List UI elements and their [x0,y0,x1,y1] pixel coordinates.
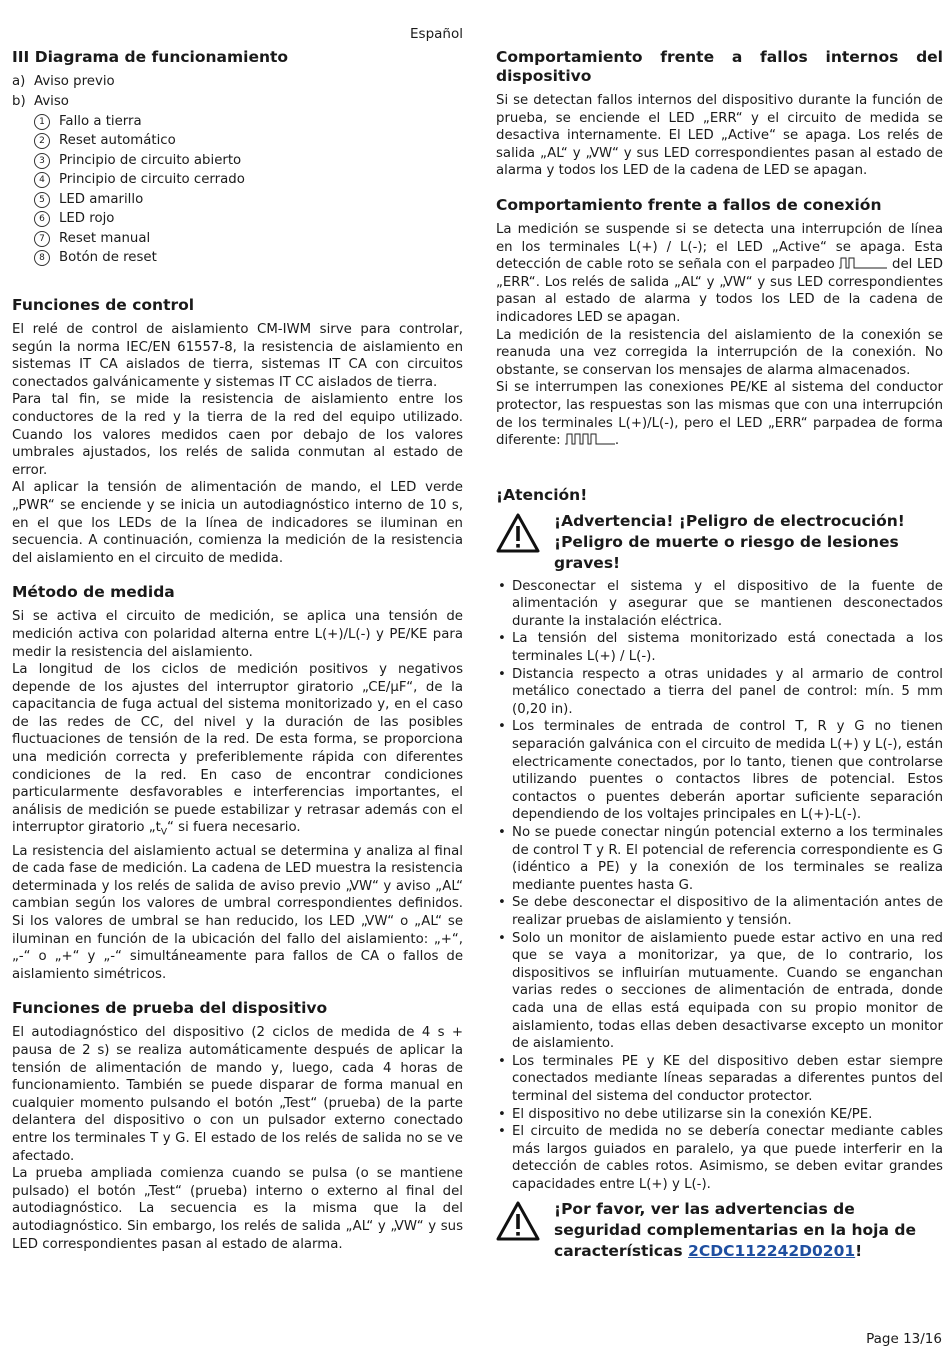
circled-number: 6 [34,211,50,227]
diagram-title: III Diagrama de funcionamiento [12,48,289,66]
item-text: Fallo a tierra [59,113,142,129]
section-title: Comportamiento frente a fallos de conexión [496,195,882,214]
blink-pattern-icon [839,257,887,269]
right-column [496,48,943,1266]
item-text: Aviso previo [34,74,115,89]
text-run: La medición se suspende si se detecta una interrupción de línea en los terminales L(+) / L(-); el LED „Active“ se apaga. Esta detección de cable roto se señala con el parpadeo [496,221,943,273]
connection-section [496,196,943,450]
paragraph [496,379,943,449]
item-text: Reset automático [59,133,176,149]
paragraph [496,221,943,327]
blink-pattern-icon [565,433,615,445]
item-text: LED rojo [59,211,115,227]
item-label: a) [12,74,26,89]
paragraph: El relé de control de aislamiento CM-IWM sirve para controlar, según la norma IEC/EN 61557-8, la resistencia de aislamiento en sistemas IT CA aislados de tierra, sistemas IT CA con circuitos conectados galvánicamente y sistemas IT CC aislados de tierra. [12,322,463,390]
list-item [34,249,463,269]
circled-number: 2 [34,133,50,149]
item-text: LED amarillo [59,191,144,207]
test-section [12,999,463,1253]
paragraph: La medición de la resistencia del aislamiento de la conexión se reanuda una vez corregida la interrupción de la conexión. No obstante, se conservan los mensajes de alarma almacenados. [496,327,943,378]
warning-triangle-icon [496,1201,540,1241]
diagram-section [12,48,463,268]
list-item [34,190,463,210]
item-text: Principio de circuito abierto [59,152,242,168]
warning-box [496,511,943,574]
paragraph: La resistencia del aislamiento actual se determina y analiza al final de cada fase de medición. La cadena de LED muestra la resistencia determinada y los relés de salida de aviso previo „VW“ y aviso „AL“ cambian según los valores de umbral correspondientes definidos. Si los valores de umbral se han reducido, los LED „VW“ o „AL“ se iluminan en función de la ubicación del fallo del aislamiento: „+“, „-“ o „+“ y „-“ simultáneamente para fallos de CA o fallos de aislamiento simétricos. [12,843,463,982]
list-item [34,171,463,191]
diagram-items [12,73,463,112]
text-run: . [614,433,620,449]
list-item: • El circuito de medida no se debería conectar mediante cables más largos guiados en paralelo, ya que puede interferir en la detección de cables rotos. Asimismo, se deben evitar grandes capacidades entre L(+) y L(-). [496,1123,943,1193]
list-item [34,210,463,230]
paragraph: El autodiagnóstico del dispositivo (2 ciclos de medida de 4 s + pausa de 2 s) se realiza automáticamente después de aplicar la tensión de alimentación de mando y, luego, cada 4 horas de funcionamiento. También se puede disparar de forma manual en cualquier momento pulsando el botón „Test“ (prueba) de la parte delantera del dispositivo o con un pulsador externo conectado entre los terminales T y G. El estado de los relés de salida no se ve afectado. [12,1025,463,1164]
paragraph: La prueba ampliada comienza cuando se pulsa (o se mantiene pulsado) el botón „Test“ (prueba) interno o externo al final del autodiagnóstico. La secuencia es la misma que la del autodiagnóstico. Sin embargo, los relés de salida „AL“ y „VW“ y sus LED correspondientes pasan al estado de alarma. [12,1166,463,1252]
circled-number: 3 [34,153,50,169]
text-run: La longitud de los ciclos de medición positivos y negativos depende de los ajustes del interruptor giratorio „CE/µF“, de la capacitancia de fuga actual del sistema monitorizado y, en el caso de las redes de CC, del nivel y la duración de las posibles fluctuaciones de tensión de la red. De esta forma, se proporciona una medición correcta y preferiblemente rápida con diferentes condiciones de la red. En caso de encontrar condiciones particularmente desfavorables e interferencias importantes, el análisis de medición se puede estabilizar y retrasar además con el interruptor giratorio „t [12,662,463,836]
paragraph: Al aplicar la tensión de alimentación de mando, el LED verde „PWR“ se enciende y se inicia un autodiagnóstico interno de 10 s, en el que los LEDs de la línea de indicadores se iluminan en secuencia. A continuación, comienza la medición de la resistencia del aislamiento en el circuito de medida. [12,480,463,566]
internal-section [496,48,943,180]
page-number: Page 13/16 [866,1331,942,1347]
list-item [34,151,463,171]
subscript: V [160,828,168,839]
paragraph: Si se activa el circuito de medición, se aplica una tensión de medición activa con polaridad alterna entre L(+)/L(-) y PE/KE para medir la resistencia del aislamiento. [12,609,463,660]
safety-bullets [496,578,943,1194]
text-run: Si se interrumpen las conexiones PE/KE al sistema del conductor protector, las respuestas son las mismas que con una interrupción de los terminales L(+)/L(-), pero el LED „ERR“ parpadea de forma diferente: [496,380,943,449]
item-text: Botón de reset [59,250,157,266]
circled-number: 5 [34,192,50,208]
list-item: • Los terminales PE y KE del dispositivo deben estar siempre conectados mediante líneas separadas a diferentes puntos del terminal del sistema del conductor protector. [496,1053,943,1106]
item-label: b) [12,93,26,109]
datasheet-link[interactable]: 2CDC112242D0201 [688,1242,856,1261]
warning-triangle-icon [496,513,540,553]
item-text: Principio de circuito cerrado [59,172,245,188]
section-title: Comportamiento frente a fallos internos del dispositivo [496,48,943,85]
datasheet-note [496,1199,943,1262]
text-run: ¡Por favor, ver las advertencias de seguridad complementarias en la hoja de características [554,1200,916,1261]
paragraph [12,661,463,843]
list-item: • Desconectar el sistema y el dispositivo de la fuente de alimentación y asegurar que se mantienen desconectados durante la instalación eléctrica. [496,578,943,631]
section-title: Funciones de control [12,296,195,314]
list-item: • Se debe desconectar el dispositivo de la alimentación antes de realizar pruebas de aislamiento y tensión. [496,894,943,929]
list-item: • No se puede conectar ningún potencial externo a los terminales de control T y R. El potencial de referencia correspondiente es G (idéntico a PE) y la conexión de los terminales se realiza mediante puentes hasta G. [496,824,943,894]
language-label: Español [410,26,463,42]
circled-number: 4 [34,172,50,188]
paragraph: Para tal fin, se mide la resistencia de aislamiento entre los conductores de la red y la tierra de la red del equipo utilizado. Cuando los valores medidos caen por debajo de los valores umbrales ajustados, los relés de salida conmutan al estado de error. [12,392,463,478]
method-section [12,583,463,983]
text-run: del LED „ERR“. Los relés de salida „AL“ y „VW“ y sus LED correspondientes pasan al estado de alarma y todos los LED de la cadena de indicadores LED se apagan. [496,257,943,325]
attention-section [496,486,943,1263]
list-item [34,132,463,152]
text-run: ! [855,1242,863,1261]
text-run: “ si fuera necesario. [167,820,301,836]
list-item [12,73,463,93]
circled-number: 8 [34,250,50,266]
section-title: Método de medida [12,583,175,602]
item-text: Reset manual [59,230,151,246]
paragraph: Si se detectan fallos internos del dispositivo durante la función de prueba, se enciende el LED „ERR“ y el circuito de medida se desactiva internamente. El LED „Active“ se apaga. Los relés de salida „AL“ y „VW“ y sus LED correspondientes pasan al estado de alarma y todos los LED de la cadena de LED se apagan. [496,93,943,179]
datasheet-note-text [554,1199,943,1262]
list-item [12,93,463,113]
list-item [34,112,463,132]
circled-number: 1 [34,114,50,130]
warning-text: ¡Advertencia! ¡Peligro de electrocución! ¡Peligro de muerte o riesgo de lesiones graves! [554,511,905,572]
diagram-numbered-list [34,112,463,268]
list-item: • Solo un monitor de aislamiento puede estar activo en una red que se vaya a monitorizar, ya que, de lo contrario, los dispositivos se influirían mutuamente. Cuando se enganchan varias redes o secciones de alimentación de entrada, donde cada una de ellas está equipada con su propio monitor de aislamiento, todas ellas deben desactivarse excepto un monitor de aislamiento. [496,930,943,1053]
list-item [34,229,463,249]
control-section [12,296,463,567]
list-item: • Los terminales de entrada de control T, R y G no tienen separación galvánica con el circuito de medida L(+) y L(-), están electricamente conectados, por lo tanto, tienen que controlarse utilizando puentes o contactos libres de potencial. Estos contactos o puentes deberán aportar suficiente separación dependiendo de los voltajes principales en L(+)-L(-). [496,718,943,824]
section-title: Funciones de prueba del dispositivo [12,999,328,1018]
circled-number: 7 [34,231,50,247]
list-item: • El dispositivo no debe utilizarse sin la conexión KE/PE. [496,1106,943,1124]
left-column [12,48,463,1269]
item-text: Aviso [34,93,69,109]
list-item: • Distancia respecto a otras unidades y al armario de control metálico conectado a tierra del panel de control: mín. 5 mm (0,20 in). [496,666,943,719]
list-item: • La tensión del sistema monitorizado está conectada a los terminales L(+) / L(-). [496,630,943,665]
section-title: ¡Atención! [496,485,588,504]
